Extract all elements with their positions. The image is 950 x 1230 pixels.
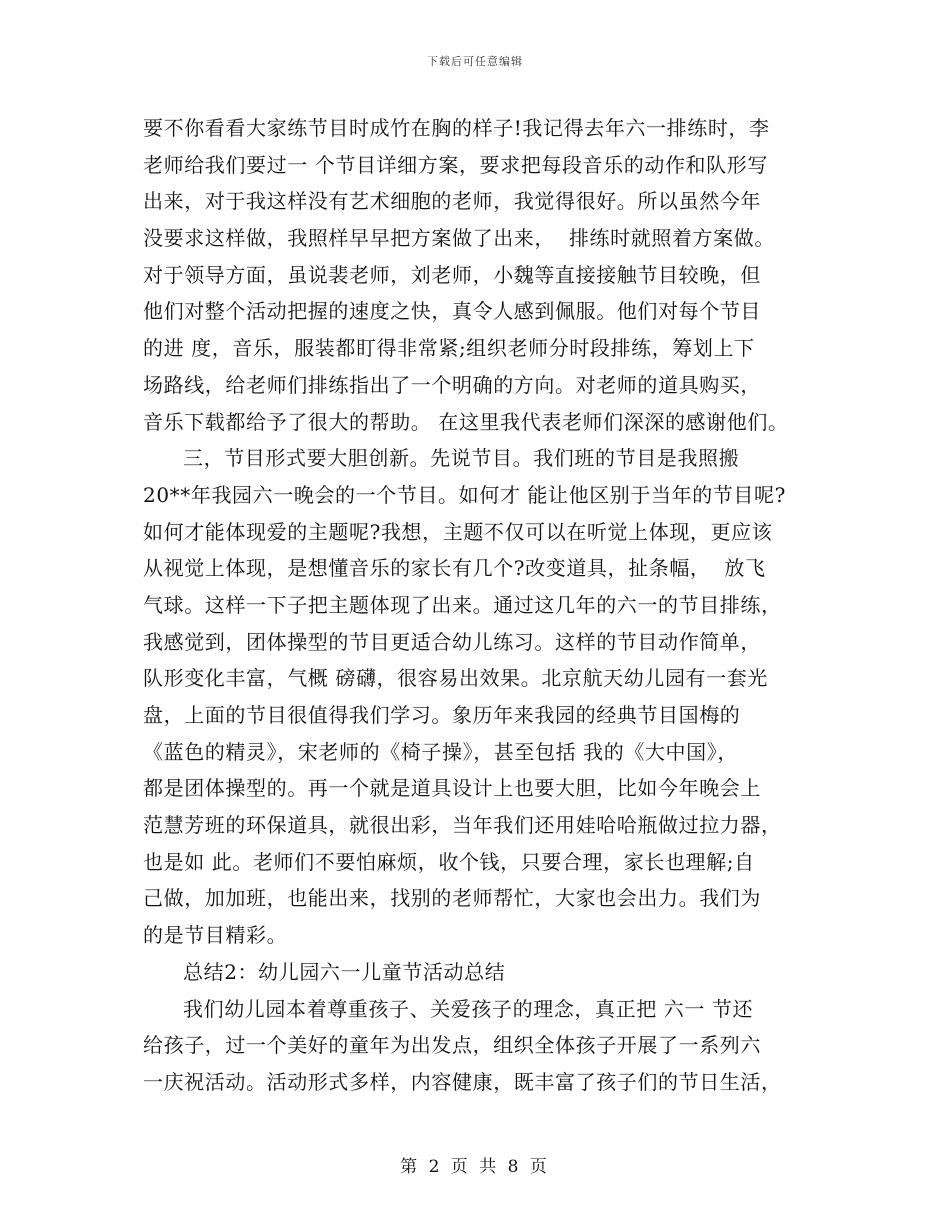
text-line: 对于领导方面，虽说裴老师，刘老师，小魏等直接接触节目较晚，但 [143,262,761,287]
text-line: 场路线，给老师们排练指出了一个明确的方向。对老师的道具购买， [143,372,761,397]
text-line: 队形变化丰富，气概 磅礴，很容易出效果。北京航天幼儿园有一套光 [143,666,768,691]
text-line: 总结2：幼儿园六一儿童节活动总结 [183,959,506,984]
text-line: 音乐下载都给予了很大的帮助。 在这里我代表老师们深深的感谢他们。 [143,409,789,434]
text-line: 的是节目精彩。 [143,923,288,948]
text-line: 出来，对于我这样没有艺术细胞的老师，我觉得很好。所以虽然今年 [143,189,761,214]
text-line: 的进 度，音乐，服装都盯得非常紧;组织老师分时段排练，筹划上下 [143,336,755,361]
text-line: 范慧芳班的环保道具，就很出彩，当年我们还用娃哈哈瓶做过拉力器， [143,813,782,838]
text-line: 一庆祝活动。活动形式多样，内容健康，既丰富了孩子们的节日生活， [143,1069,782,1094]
text-line: 给孩子，过一个美好的童年为出发点，组织全体孩子开展了一系列六 [143,1033,761,1058]
text-line: 要不你看看大家练节目时成竹在胸的样子!我记得去年六一排练时，李 [143,116,770,140]
page-number-footer: 第 2 页 共 8 页 [400,1157,550,1177]
text-line: 老师给我们要过一 个节目详细方案，要求把每段音乐的动作和队形写 [143,152,768,177]
page-header: 下载后可任意编辑 [427,55,523,68]
document-body [143,110,823,1101]
text-line: 没要求这样做，我照样早早把方案做了出来， 排练时就照着方案做。 [143,226,775,251]
text-line: 气球。这样一下子把主题体现了出来。通过这几年的六一的节目排练， [143,592,782,617]
text-line: 《蓝色的精灵》，宋老师的《椅子操》，甚至包括 我的《大中国》， [143,739,738,764]
text-line: 如何才能体现爱的主题呢?我想，主题不仅可以在听觉上体现，更应该 [143,519,773,544]
text-line: 都是团体操型的。再一个就是道具设计上也要大胆，比如今年晚会上 [143,776,761,801]
text-line: 他们对整个活动把握的速度之快，真令人感到佩服。他们对每个节目 [143,299,761,324]
text-line: 我感觉到，团体操型的节目更适合幼儿练习。这样的节目动作简单， [143,629,761,654]
text-line: 也是如 此。老师们不要怕麻烦，收个钱，只要合理，家长也理解;自 [143,849,755,874]
text-line: 盘，上面的节目很值得我们学习。象历年来我园的经典节目国梅的 [143,703,741,727]
text-line: 我们幼儿园本着尊重孩子、关爱孩子的理念，真正把 六一 节还 [183,996,754,1021]
text-line: 三，节目形式要大胆创新。先说节目。我们班的节目是我照搬 [183,446,740,471]
text-line: 己做，加加班，也能出来，找别的老师帮忙，大家也会出力。我们为 [143,886,761,911]
text-line: 从视觉上体现，是想懂音乐的家长有几个?改变道具，扯条幅， 放飞 [143,556,766,581]
text-line: 20**年我园六一晚会的一个节目。如何才 能让他区别于当年的节目呢? [143,482,786,507]
